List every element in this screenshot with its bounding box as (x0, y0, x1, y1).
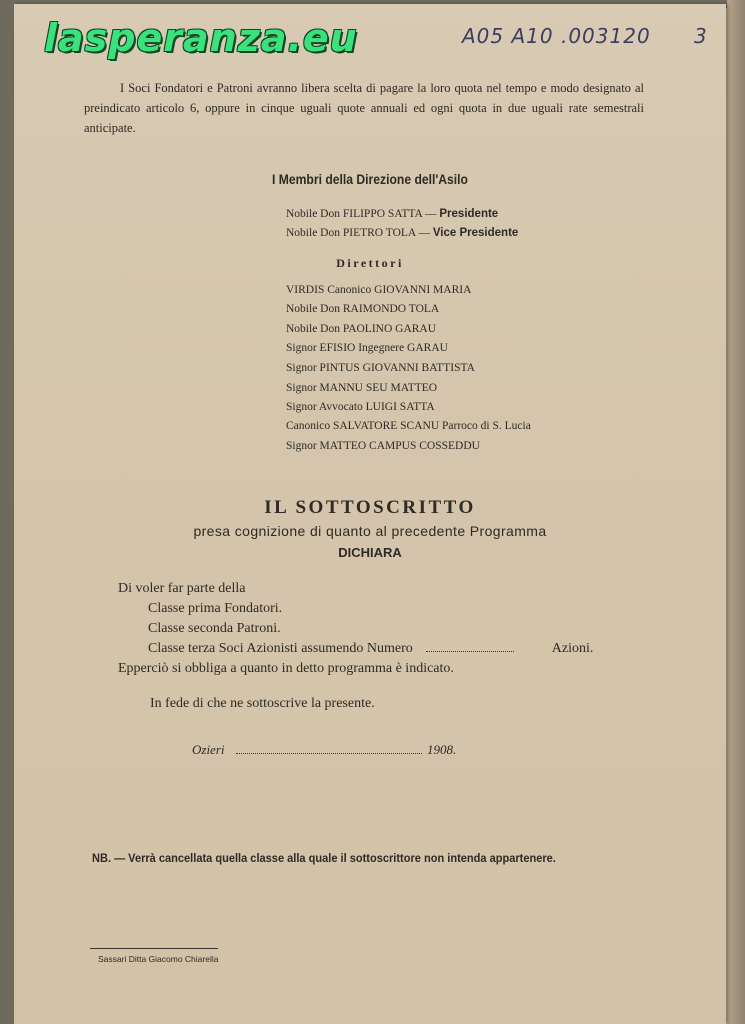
officer-role: Vice Presidente (432, 227, 519, 239)
director-item: Signor PINTUS GIOVANNI BATTISTA (286, 362, 475, 374)
director-item: Signor MATTEO CAMPUS COSSEDDU (286, 440, 480, 452)
director-item: Nobile Don RAIMONDO TOLA (286, 303, 440, 315)
faith-statement: In fede di che ne sottoscrive la presente. (150, 696, 375, 711)
officer-vice-president (286, 227, 518, 239)
officer-name: Nobile Don PIETRO TOLA — (286, 227, 433, 239)
director-item: Signor Avvocato LUIGI SATTA (286, 401, 435, 413)
declaration-subtitle: presa cognizione di quanto al precedente Programma (193, 523, 547, 539)
stacked-pages-edge (727, 0, 745, 1024)
class-patrons: Classe seconda Patroni. (148, 621, 281, 636)
director-item: Nobile Don PAOLINO GARAU (286, 323, 437, 335)
date-blank[interactable] (236, 743, 422, 754)
place-name: Ozieri (192, 742, 225, 757)
year: 1908. (427, 742, 457, 757)
director-item: VIRDIS Canonico GIOVANNI MARIA (286, 284, 472, 296)
officer-name: Nobile Don FILIPPO SATTA — (286, 208, 440, 220)
declaration-title: IL SOTTOSCRITTO (264, 497, 476, 518)
footer-rule (90, 948, 218, 949)
nota-bene: NB. — Verrà cancellata quella classe alla quale il sottoscrittore non intenda appartenere. (92, 851, 556, 865)
intro-paragraph: I Soci Fondatori e Patroni avranno libera scelta di pagare la loro quota nel tempo e modo designato al preindicato articolo 6, oppure in cinque uguali quote annuali ed ogni quota in due uguali rate semestrali anticipate. (84, 81, 644, 135)
class-founders: Classe prima Fondatori. (148, 601, 283, 616)
place-date-line (192, 742, 456, 758)
membership-intro: Di voler far parte della (118, 581, 246, 596)
director-item: Signor MANNU SEU MATTEO (286, 382, 438, 394)
class-shareholders (148, 641, 593, 657)
obligation-statement: Epperciò si obbliga a quanto in detto programma è indicato. (118, 661, 454, 676)
share-number-blank[interactable] (426, 641, 514, 652)
director-item: Canonico SALVATORE SCANU Parroco di S. Lucia (286, 420, 531, 432)
site-watermark: lasperanza.eu (44, 16, 358, 60)
officer-president (286, 208, 498, 220)
declaration-verb: DICHIARA (338, 545, 402, 560)
class-shareholders-label: Classe terza Soci Azionisti assumendo Numero (148, 641, 413, 656)
class-shareholders-unit: Azioni. (551, 641, 594, 656)
document-page (14, 4, 726, 1024)
page-number-handwritten: 3 (694, 24, 707, 48)
director-item: Signor EFISIO Ingegnere GARAU (286, 342, 448, 354)
printer-imprint: Sassari Ditta Giacomo Chiarella (98, 954, 219, 964)
archive-code-handwritten: A05 A10 .003120 (462, 24, 651, 48)
board-heading: I Membri della Direzione dell'Asilo (271, 172, 468, 187)
officer-role: Presidente (439, 208, 499, 220)
directors-heading: Direttori (336, 256, 404, 270)
